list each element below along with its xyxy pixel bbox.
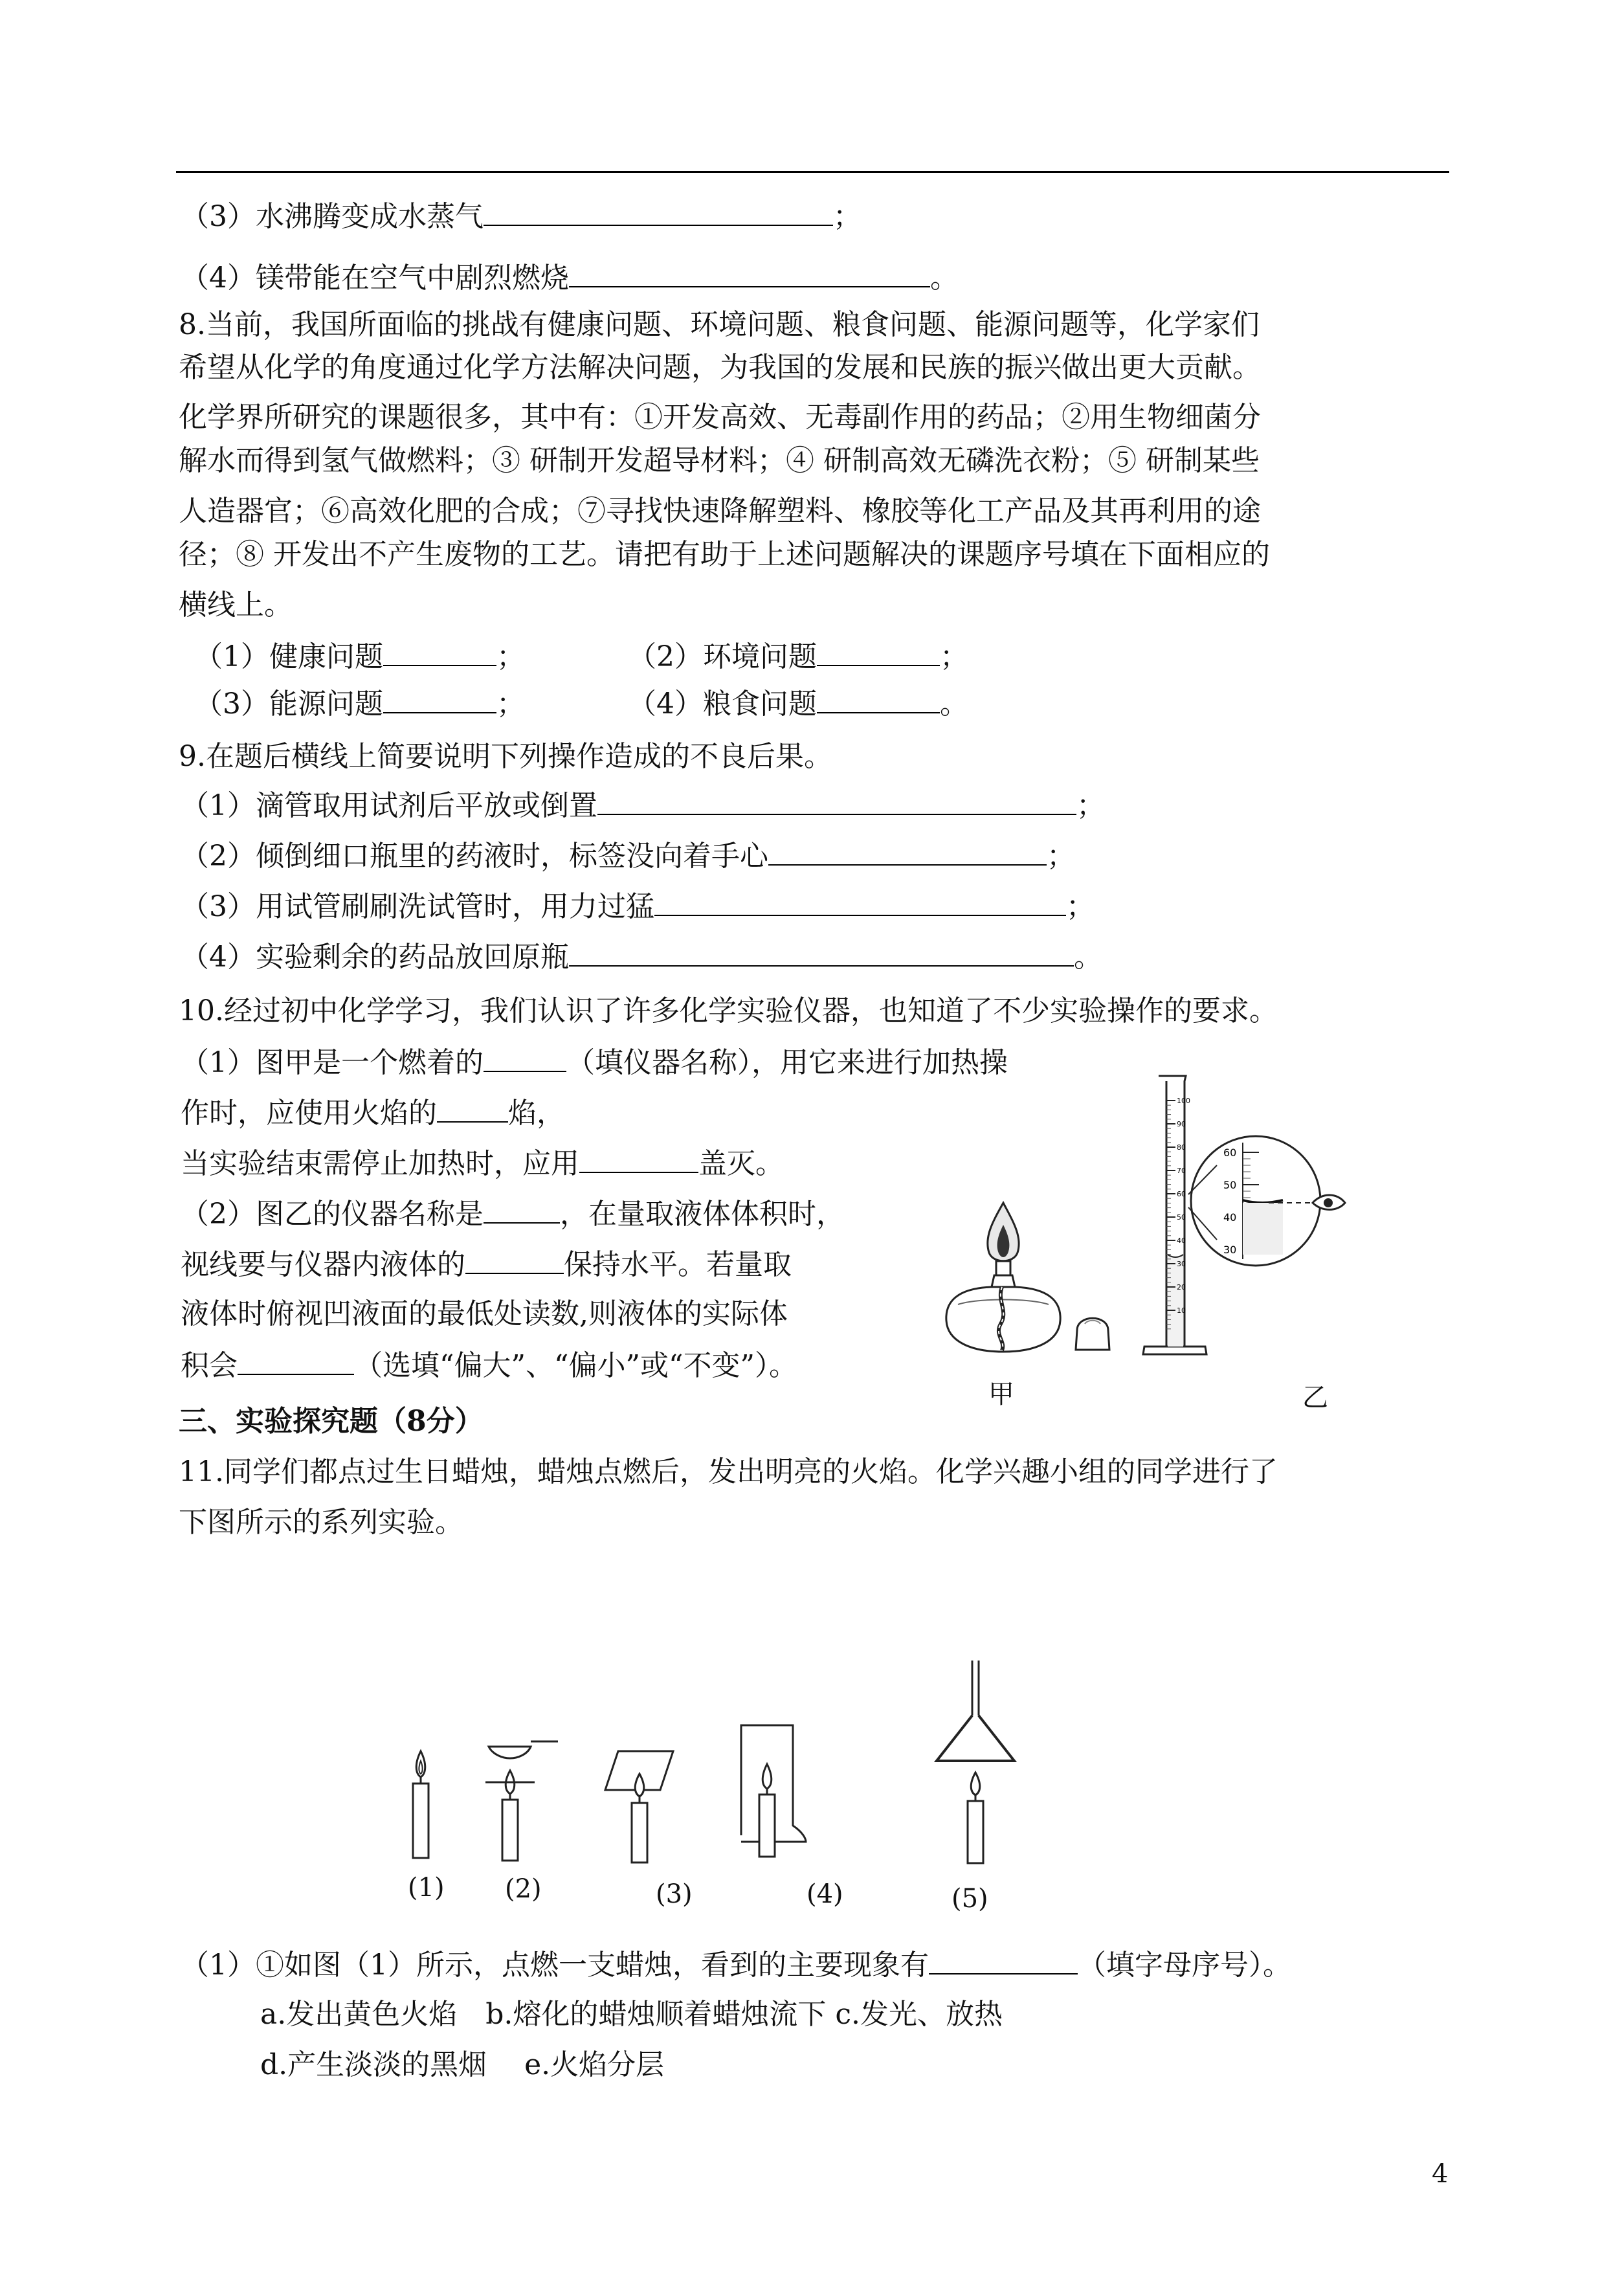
- q10-item-2-line-3: 液体时俯视凹液面的最低处读数,则液体的实际体: [181, 1297, 788, 1330]
- cylinder-tick-label: 80: [1177, 1143, 1186, 1152]
- answer-blank[interactable]: [654, 886, 1066, 916]
- lamp-cap: [1076, 1318, 1109, 1350]
- figure-yi-graduated-cylinder: [1139, 1062, 1411, 1372]
- q8-text-line-1: 8.当前，我国所面临的挑战有健康问题、环境问题、粮食问题、能源问题等，化学家们: [179, 308, 1260, 341]
- cylinder-tick-label: 90: [1177, 1120, 1186, 1128]
- q9-item-2: （2）倾倒细口瓶里的药液时，标签没向着手心 ；: [181, 836, 1075, 876]
- cylinder-tick-label: 20: [1177, 1283, 1186, 1292]
- candle-3: [605, 1751, 673, 1862]
- zoom-tick-label: 30: [1223, 1244, 1237, 1256]
- answer-blank[interactable]: [817, 636, 940, 666]
- zoom-tick-label: 60: [1223, 1146, 1237, 1159]
- q7-item-4: （4）镁带能在空气中剧烈燃烧 。: [181, 258, 959, 298]
- answer-blank[interactable]: [768, 836, 1047, 866]
- figure-yi-label: 乙: [1302, 1383, 1328, 1413]
- q11-text-line-1: 11.同学们都点过生日蜡烛，蜡烛点燃后，发出明亮的火焰。化学兴趣小组的同学进行了: [179, 1455, 1278, 1488]
- q10-item-1-line-2: 作时，应使用火焰的 焰，: [181, 1093, 565, 1133]
- zoom-tick-label: 50: [1223, 1179, 1237, 1191]
- magnified-view: [1188, 1136, 1345, 1266]
- candle-label-5: (5): [951, 1884, 988, 1914]
- q9-item-1: （1）滴管取用试剂后平放或倒置 ；: [181, 785, 1105, 825]
- cylinder-tick-label: 60: [1177, 1190, 1186, 1198]
- candle-label-2: (2): [505, 1874, 542, 1904]
- figure-jia-label: 甲: [988, 1380, 1014, 1409]
- q8-text-line-4: 解水而得到氢气做燃料；③ 研制开发超导材料；④ 研制高效无磷洗衣粉；⑤ 研制某些: [179, 444, 1260, 477]
- q10-item-1-line-3: 当实验结束需停止加热时，应用 盖灭。: [181, 1143, 784, 1183]
- cylinder-tick-label: 40: [1177, 1236, 1186, 1245]
- cylinder-tick-label: 50: [1177, 1213, 1186, 1222]
- lamp-body: [946, 1261, 1060, 1352]
- lamp-flame: [988, 1203, 1019, 1261]
- answer-blank[interactable]: [569, 258, 930, 287]
- answer-blank[interactable]: [597, 785, 1076, 815]
- candle-experiments-figure: [388, 1657, 1036, 1916]
- q10-item-2-line-4: 积会 （选填“偏大”、“偏小”或“不变”）。: [181, 1345, 797, 1385]
- q8-text-line-7: 横线上。: [179, 588, 293, 621]
- answer-blank[interactable]: [465, 1244, 564, 1274]
- candle-label-1: (1): [408, 1873, 445, 1903]
- q10-item-1-line-1: （1）图甲是一个燃着的 （填仪器名称），用它来进行加热操: [181, 1042, 1008, 1082]
- q10-item-2-line-1: （2）图乙的仪器名称是 ，在量取液体体积时，: [181, 1194, 845, 1234]
- q9-item-4: （4）实验剩余的药品放回原瓶 。: [181, 937, 1102, 977]
- q9-item-3: （3）用试管刷刷洗试管时，用力过猛 ；: [181, 886, 1095, 926]
- cylinder-tick-label: 10: [1177, 1306, 1186, 1315]
- answer-blank[interactable]: [929, 1945, 1078, 1974]
- q8-item-2: （2）环境问题 ；: [628, 636, 968, 677]
- q8-text-line-3: 化学界所研究的课题很多，其中有：①开发高效、无毒副作用的药品；②用生物细菌分: [179, 401, 1261, 434]
- header-rule: [176, 171, 1449, 173]
- q8-text-line-6: 径；⑧ 开发出不产生废物的工艺。请把有助于上述问题解决的课题序号填在下面相应的: [179, 538, 1270, 571]
- answer-blank[interactable]: [817, 684, 940, 713]
- candle-4: [741, 1725, 806, 1857]
- zoom-tick-label: 40: [1223, 1211, 1237, 1224]
- q9-text: 9.在题后横线上简要说明下列操作造成的不良后果。: [179, 740, 832, 773]
- page-number: 4: [1432, 2159, 1449, 2189]
- answer-blank[interactable]: [383, 684, 496, 713]
- q8-item-4: （4）粮食问题 。: [628, 684, 968, 724]
- q7-item-3: （3）水沸腾变成水蒸气 ；: [181, 196, 862, 236]
- answer-blank[interactable]: [484, 196, 833, 226]
- candle-label-4: (4): [806, 1879, 843, 1909]
- q11-options-line-1: a.发出黄色火焰 b.熔化的蜡烛顺着蜡烛流下 c.发光、放热: [260, 1998, 1003, 2031]
- answer-blank[interactable]: [437, 1093, 508, 1123]
- q11-text-line-2: 下图所示的系列实验。: [179, 1506, 463, 1539]
- answer-blank[interactable]: [484, 1042, 566, 1072]
- answer-blank[interactable]: [579, 1143, 698, 1173]
- answer-blank[interactable]: [484, 1194, 560, 1224]
- answer-blank[interactable]: [569, 937, 1074, 967]
- candle-label-3: (3): [656, 1879, 693, 1909]
- answer-blank[interactable]: [238, 1345, 354, 1375]
- candle-5: [937, 1661, 1014, 1863]
- q8-item-3: （3）能源问题 ；: [194, 684, 525, 724]
- q10-item-2-line-2: 视线要与仪器内液体的 保持水平。若量取: [181, 1244, 792, 1284]
- cylinder-tick-label: 30: [1177, 1260, 1186, 1268]
- q11-options-line-2: d.产生淡淡的黑烟 e.火焰分层: [260, 2048, 665, 2081]
- cylinder-tick-label: 100: [1177, 1097, 1190, 1105]
- q11-item-1: （1）①如图（1）所示，点燃一支蜡烛，看到的主要现象有 （填字母序号）。: [181, 1945, 1291, 1985]
- figure-jia-alcohol-lamp: [932, 1191, 1139, 1379]
- answer-blank[interactable]: [383, 636, 496, 666]
- q8-text-line-2: 希望从化学的角度通过化学方法解决问题，为我国的发展和民族的振兴做出更大贡献。: [179, 351, 1261, 384]
- cylinder-tick-label: 70: [1177, 1167, 1186, 1175]
- candle-2: [485, 1741, 558, 1861]
- q10-text: 10.经过初中化学学习，我们认识了许多化学实验仪器，也知道了不少实验操作的要求。: [179, 994, 1278, 1027]
- q8-text-line-5: 人造器官；⑥高效化肥的合成；⑦寻找快速降解塑料、橡胶等化工产品及其再利用的途: [179, 495, 1261, 528]
- section-3-heading: 三、实验探究题（8分）: [179, 1405, 484, 1438]
- candle-1: [413, 1751, 428, 1858]
- q8-item-1: （1）健康问题 ；: [194, 636, 525, 677]
